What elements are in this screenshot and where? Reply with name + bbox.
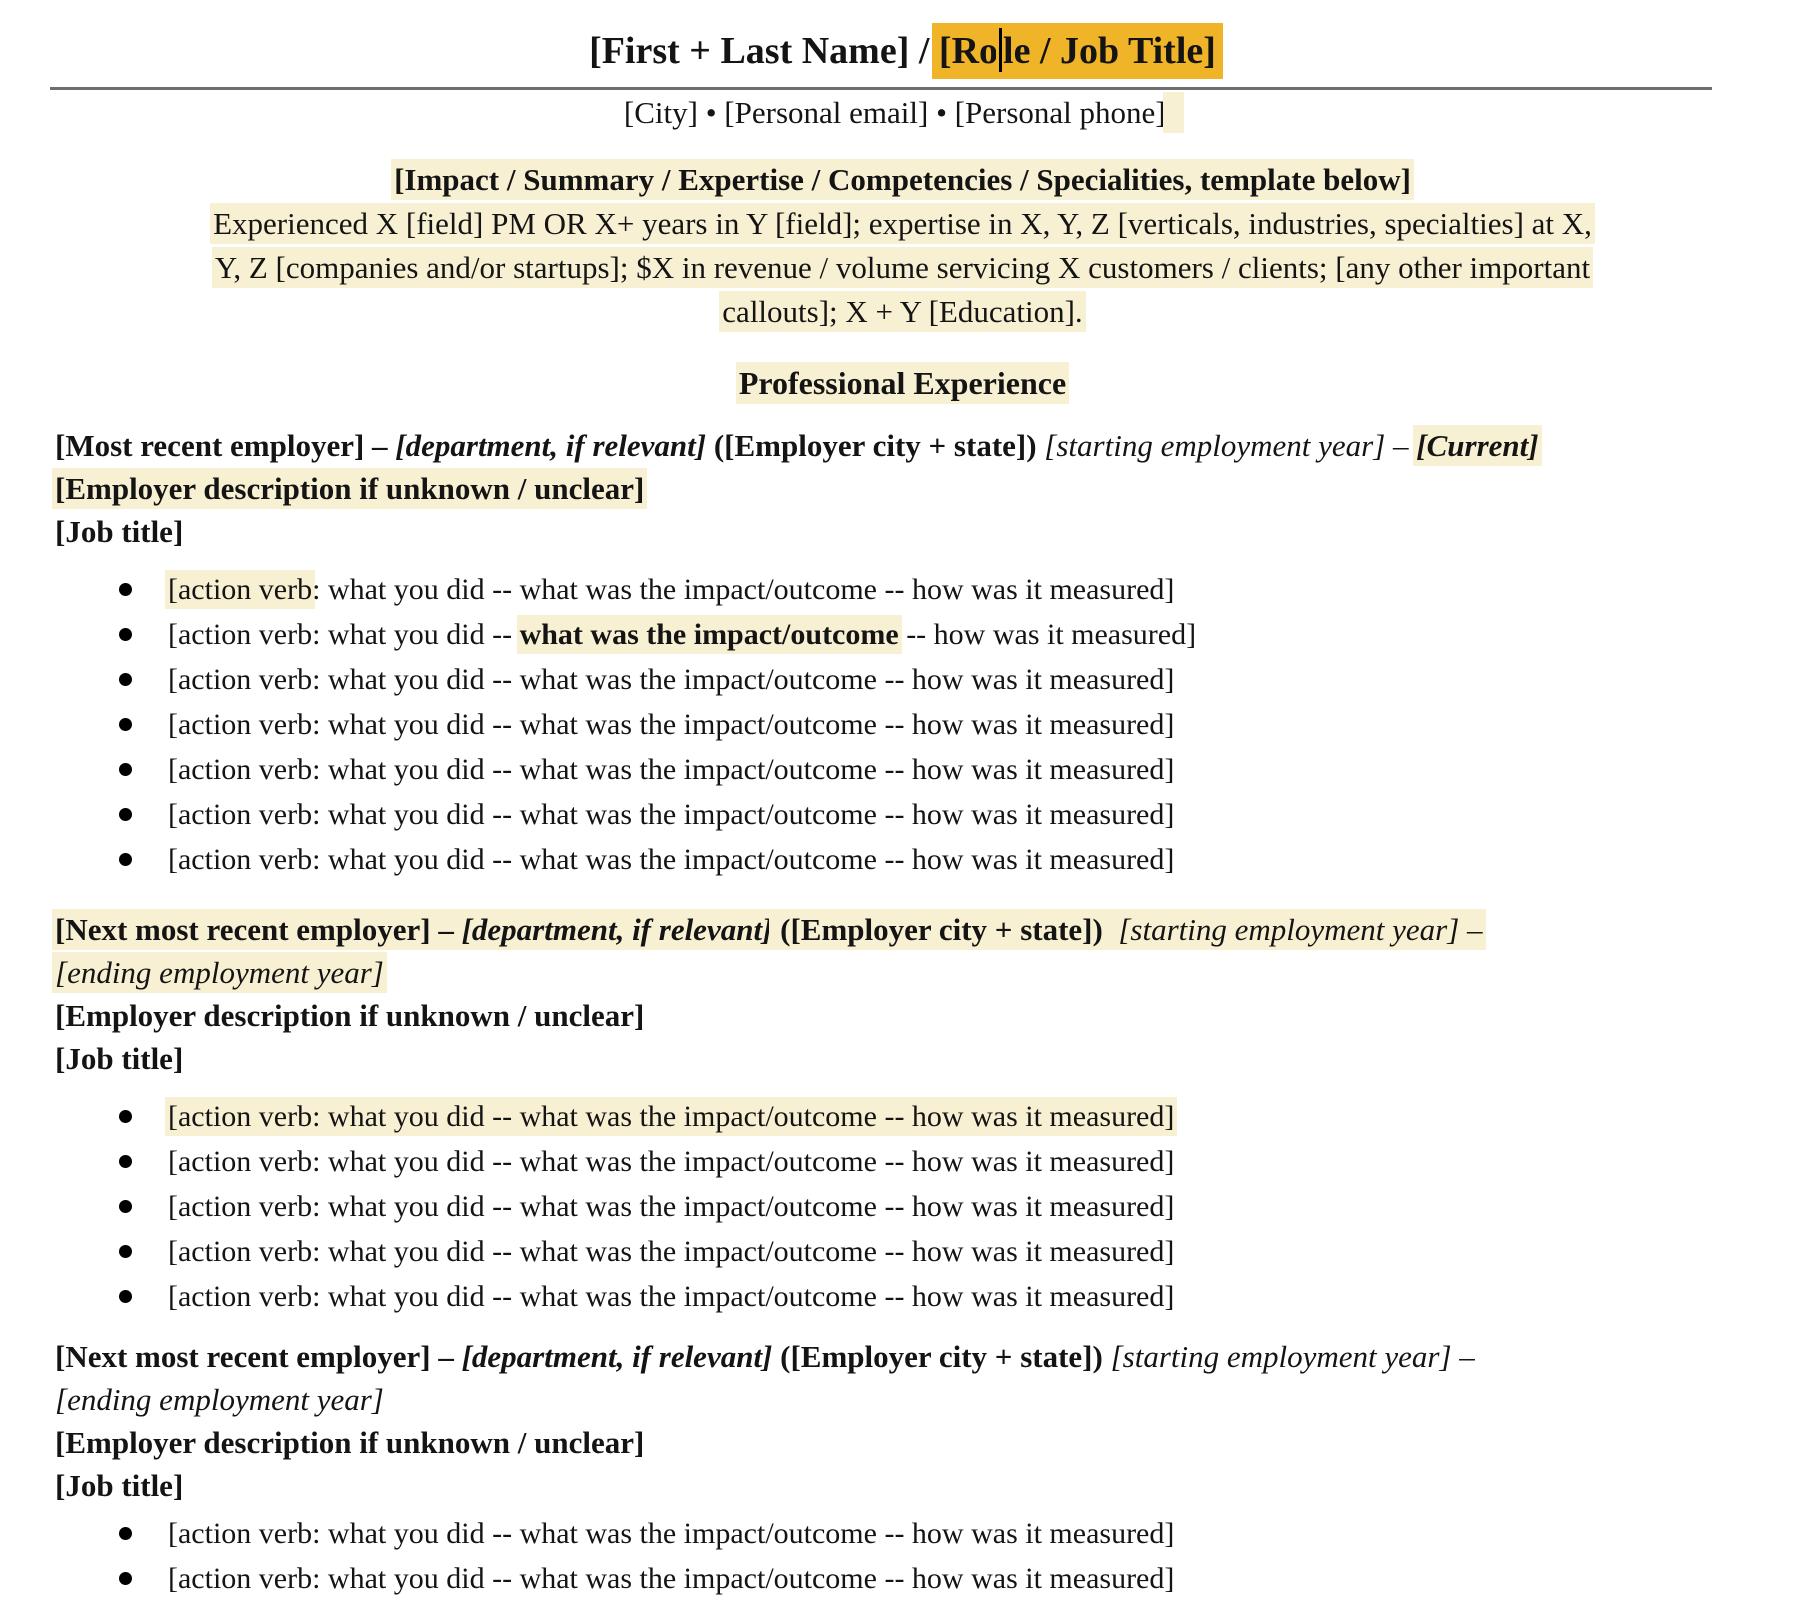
bullet-item[interactable]	[55, 702, 1750, 747]
bullet-item[interactable]	[55, 1094, 1750, 1139]
summary-line[interactable]	[55, 202, 1750, 246]
bullet-text	[168, 843, 1174, 876]
text-run: [action verb: what you did -- what was the impact/outcome -- how was it measured]	[168, 1145, 1175, 1178]
document-title[interactable]	[55, 24, 1750, 78]
text-run: [action verb: what you did -- what was the impact/outcome -- how was it measured]	[168, 663, 1175, 696]
text-run: [department, if relevant]	[395, 428, 707, 463]
text-run: [Employer description if unknown / unclear]	[55, 471, 645, 506]
bullet-marker-icon	[119, 1572, 132, 1585]
job-bullet-list	[55, 567, 1750, 882]
text-run: [Next most recent employer] –	[55, 912, 462, 947]
experience-heading[interactable]	[55, 360, 1750, 406]
text-run: [starting employment year] –	[1110, 912, 1483, 947]
text-run	[1166, 95, 1182, 130]
bullet-text	[168, 1235, 1174, 1268]
bullet-marker-icon	[119, 1200, 132, 1213]
summary-line[interactable]	[55, 290, 1750, 334]
document-header	[55, 24, 1750, 134]
text-run: [Impact / Summary / Expertise / Competencies / Specialities, template below]	[394, 162, 1411, 197]
bullet-item[interactable]	[55, 747, 1750, 792]
text-run: [Employer description if unknown / unclear]	[55, 1425, 645, 1460]
text-run: [action verb: what you did -- what was the impact/outcome -- how was it measured]	[168, 708, 1175, 741]
text-run: [City] • [Personal email] • [Personal phone]	[623, 95, 1166, 130]
job-bullet-list	[55, 1511, 1750, 1601]
text-run: : what you did -- what was the impact/outcome -- how was it measured]	[312, 573, 1175, 606]
job-title[interactable]	[55, 510, 1750, 553]
bullet-marker-icon	[119, 1110, 132, 1123]
job-title[interactable]	[55, 1464, 1750, 1507]
job-employer-description[interactable]	[55, 467, 1750, 510]
job-employer-description[interactable]	[55, 1421, 1750, 1464]
job-bullet-list	[55, 1094, 1750, 1319]
text-run: [action verb: what you did -- what was the impact/outcome -- how was it measured]	[168, 1562, 1175, 1595]
summary-heading[interactable]	[55, 158, 1750, 202]
text-run: [action verb: what you did -- what was the impact/outcome -- how was it measured]	[168, 1190, 1175, 1223]
text-run: –	[1385, 428, 1417, 463]
bullet-text	[168, 1280, 1174, 1313]
text-run: [Job title]	[55, 1468, 184, 1503]
text-run: [Job title]	[55, 514, 184, 549]
job-heading-line[interactable]	[55, 424, 1750, 467]
bullet-item[interactable]	[55, 1139, 1750, 1184]
text-run: [department, if relevant]	[461, 1339, 773, 1374]
text-cursor	[999, 28, 1002, 72]
bullet-marker-icon	[119, 1290, 132, 1303]
text-run: [action verb: what you did -- what was the impact/outcome -- how was it measured]	[168, 1100, 1175, 1133]
bullet-text	[168, 1562, 1174, 1595]
contact-line[interactable]	[55, 92, 1750, 134]
text-run: [action verb	[168, 573, 313, 606]
bullet-marker-icon	[119, 718, 132, 731]
bullet-marker-icon	[119, 808, 132, 821]
bullet-item[interactable]	[55, 657, 1750, 702]
text-run: -- how was it measured]	[898, 618, 1197, 651]
text-run: [action verb: what you did -- what was the impact/outcome -- how was it measured]	[168, 798, 1175, 831]
summary-paragraph	[55, 202, 1750, 334]
text-run: [action verb: what you did -- what was the impact/outcome -- how was it measured]	[168, 1235, 1175, 1268]
bullet-item[interactable]	[55, 1229, 1750, 1274]
bullet-text	[168, 1190, 1174, 1223]
text-run: le / Job Title]	[1003, 30, 1216, 72]
text-run: [Current]	[1416, 428, 1539, 463]
text-run: what was the impact/outcome	[519, 618, 899, 651]
bullet-item[interactable]	[55, 792, 1750, 837]
text-run: [action verb: what you did -- what was the impact/outcome -- how was it measured]	[168, 843, 1175, 876]
bullet-item[interactable]	[55, 567, 1750, 612]
bullet-item[interactable]	[55, 1511, 1750, 1556]
bullet-item[interactable]	[55, 1184, 1750, 1229]
text-run: [Most recent employer] –	[55, 428, 396, 463]
bullet-text	[168, 618, 1196, 651]
text-run: [department, if relevant]	[461, 912, 773, 947]
text-run: [Employer description if unknown / unclear]	[55, 998, 645, 1033]
text-run: [Ro	[938, 30, 999, 72]
text-run: [action verb: what you did -- what was the impact/outcome -- how was it measured]	[168, 1517, 1175, 1550]
text-run: Y, Z [companies and/or startups]; $X in revenue / volume servicing X customers / clients; [any other important	[214, 250, 1591, 285]
text-run: [ending employment year]	[55, 1382, 384, 1417]
bullet-marker-icon	[119, 1155, 132, 1168]
bullet-marker-icon	[119, 628, 132, 641]
bullet-text	[168, 1100, 1174, 1133]
bullet-marker-icon	[119, 1527, 132, 1540]
bullet-text	[168, 1517, 1174, 1550]
bullet-item[interactable]	[55, 1274, 1750, 1319]
bullet-item[interactable]	[55, 837, 1750, 882]
bullet-text	[168, 573, 1174, 606]
bullet-marker-icon	[119, 583, 132, 596]
bullet-item[interactable]	[55, 612, 1750, 657]
text-run: [First + Last Name] /	[589, 30, 939, 72]
text-run: ([Employer city + state])	[772, 912, 1111, 947]
text-run: ([Employer city + state])	[772, 1339, 1111, 1374]
title-divider	[50, 87, 1712, 90]
job-entry	[55, 424, 1750, 882]
bullet-text	[168, 753, 1174, 786]
job-heading-line[interactable]	[55, 908, 1750, 951]
bullet-text	[168, 798, 1174, 831]
experience-section	[55, 360, 1750, 1601]
text-run: Experienced X [field] PM OR X+ years in Y [field]; expertise in X, Y, Z [verticals, industries, specialties] at X,	[213, 206, 1592, 241]
job-title[interactable]	[55, 1037, 1750, 1080]
bullet-text	[168, 708, 1174, 741]
bullet-marker-icon	[119, 1245, 132, 1258]
jobs-container	[55, 424, 1750, 1601]
text-run: [Next most recent employer] –	[55, 1339, 462, 1374]
job-heading-line[interactable]	[55, 1335, 1750, 1378]
text-run: [ending employment year]	[55, 955, 384, 990]
bullet-text	[168, 663, 1174, 696]
text-run: [starting employment year]	[1044, 428, 1386, 463]
text-run: [Job title]	[55, 1041, 184, 1076]
bullet-text	[168, 1145, 1174, 1178]
job-heading-line[interactable]	[55, 1378, 1750, 1421]
bullet-marker-icon	[119, 763, 132, 776]
job-employer-description[interactable]	[55, 994, 1750, 1037]
bullet-marker-icon	[119, 853, 132, 866]
text-run: [action verb: what you did --	[168, 618, 520, 651]
text-run: Professional Experience	[738, 365, 1067, 401]
bullet-item[interactable]	[55, 1556, 1750, 1601]
job-entry	[55, 1335, 1750, 1601]
bullet-marker-icon	[119, 673, 132, 686]
text-run: [starting employment year] –	[1110, 1339, 1475, 1374]
job-heading-line[interactable]	[55, 951, 1750, 994]
text-run: [action verb: what you did -- what was the impact/outcome -- how was it measured]	[168, 1280, 1175, 1313]
text-run: [action verb: what you did -- what was the impact/outcome -- how was it measured]	[168, 753, 1175, 786]
text-run: ([Employer city + state])	[706, 428, 1045, 463]
summary-section	[55, 158, 1750, 334]
job-entry	[55, 908, 1750, 1319]
text-run: callouts]; X + Y [Education].	[722, 294, 1083, 329]
summary-line[interactable]	[55, 246, 1750, 290]
